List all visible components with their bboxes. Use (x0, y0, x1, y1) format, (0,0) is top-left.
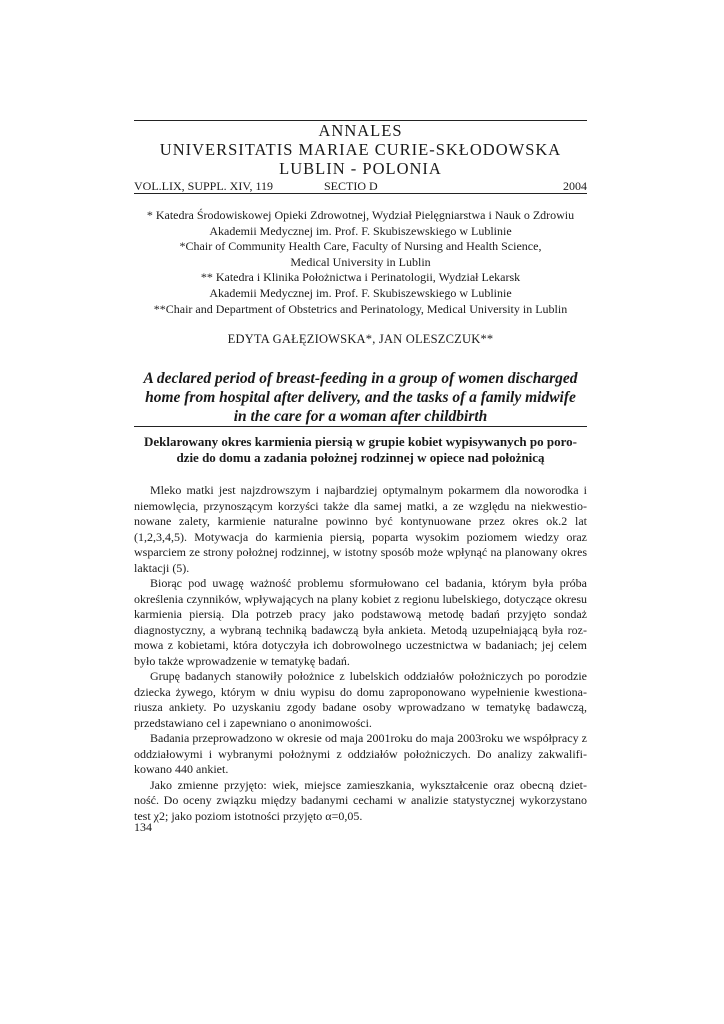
affiliation-line: Medical University in Lublin (290, 254, 431, 269)
title-rule (134, 426, 587, 427)
volume-info: VOL.LIX, SUPPL. XIV, 119 (134, 179, 274, 193)
journal-line-annales: ANNALES (318, 121, 403, 140)
affiliation-line: Akademii Medycznej im. Prof. F. Skubiszewskiego w Lublinie (209, 285, 512, 300)
polish-title-line: dzie do domu a zadania położnej rodzinnej w opiece nad położnicą (176, 450, 545, 466)
body-paragraph: Jako zmienne przyjęto: wiek, miejsce zamieszkania, wykształcenie oraz obecną dziet-ność. Do oceny związku między badanymi cechami w analizie statystycznej wykorzystano test χ2; jako poziom istotności przyjęto α=0,05. (134, 777, 587, 823)
authors: EDYTA GAŁĘZIOWSKA*, JAN OLESZCZUK** (227, 332, 494, 347)
affiliation-line: * Katedra Środowiskowej Opieki Zdrowotnej, Wydział Pielęgniarstwa i Nauk o Zdrowiu (146, 208, 575, 222)
page-number: 134 (134, 820, 152, 834)
affiliation-line: ** Katedra i Klinika Położnictwa i Perinatologii, Wydział Lekarsk (200, 270, 521, 285)
article-body (134, 483, 587, 824)
page-content (134, 120, 587, 824)
sectio-info: SECTIO D (324, 179, 378, 193)
body-paragraph: Grupę badanych stanowiły położnice z lubelskich oddziałów położniczych po porodzie dziecka żywego, którym w dniu wypisu do domu zaproponowano wypełnienie kwestiona-riusza ankiety. Po uzyskaniu zgody badane osoby wprowadzano w tematykę badawczą, przedstawiano cel i zapewniano o anonimowości. (134, 669, 587, 730)
english-title-line: A declared period of breast-feeding in a group of women discharged (143, 370, 578, 388)
affiliation-line: **Chair and Department of Obstetrics and Perinatology, Medical University in Lublin (153, 301, 568, 316)
polish-title (134, 431, 587, 466)
english-title-line: in the care for a woman after childbirth (233, 408, 488, 426)
polish-title-line: Deklarowany okres karmienia piersią w grupie kobiet wypisywanych po poro- (143, 434, 577, 450)
journal-meta-row (134, 180, 587, 193)
body-paragraph: Mleko matki jest najzdrowszym i najbardziej optymalnym pokarmem dla noworodka i niemowlęcia, przynoszącym korzyści także dla samej matki, a ze względu na niekwestio-nowane zalety, karmienie naturalne powinno być kontynuowane przez okres ok.2 lat (1,2,3,4,5). Motywacja do karmienia piersią, poparta wysokim poziomem wiedzy oraz wsparciem ze strony położnej rodzinnej, w istotny sposób może wpłynąć na planowany okres laktacji (5). (134, 483, 587, 575)
meta-rule (134, 193, 587, 194)
affiliation-line: *Chair of Community Health Care, Faculty of Nursing and Health Science, (179, 239, 542, 254)
affiliation-line: Akademii Medycznej im. Prof. F. Skubiszewskiego w Lublinie (209, 223, 512, 238)
body-paragraph: Biorąc pod uwagę ważność problemu sformułowano cel badania, którym była próba określenia czynników, wpływających na plany kobiet z regionu lubelskiego, dotyczące okresu karmienia piersią. Dla potrzeb pracy jako podstawową metodę badań przyjęto sondaż diagnostyczny, a wybraną techniką badawczą była ankieta. Metodą uzupełniającą była roz-mowa z kobietami, która dotyczyła ich dobrowolnego uczestnictwa w badaniach; jej celem było także wprowadzenie w tematykę badań. (134, 576, 587, 668)
english-title-line: home from hospital after delivery, and the tasks of a family midwife (145, 389, 576, 407)
journal-line-university: UNIVERSITATIS MARIAE CURIE-SKŁODOWSKA (159, 140, 562, 159)
body-paragraph: Badania przeprowadzono w okresie od maja 2001roku do maja 2003roku we współpracy z oddziałowymi i wybranymi położnymi z oddziałów położniczych. Do analizy zakwalifi-kowano 440 ankiet. (134, 731, 587, 777)
year-info: 2004 (563, 179, 587, 193)
affiliations (134, 208, 587, 317)
journal-header (134, 121, 587, 178)
journal-line-city: LUBLIN - POLONIA (279, 159, 442, 178)
english-title (134, 369, 587, 426)
